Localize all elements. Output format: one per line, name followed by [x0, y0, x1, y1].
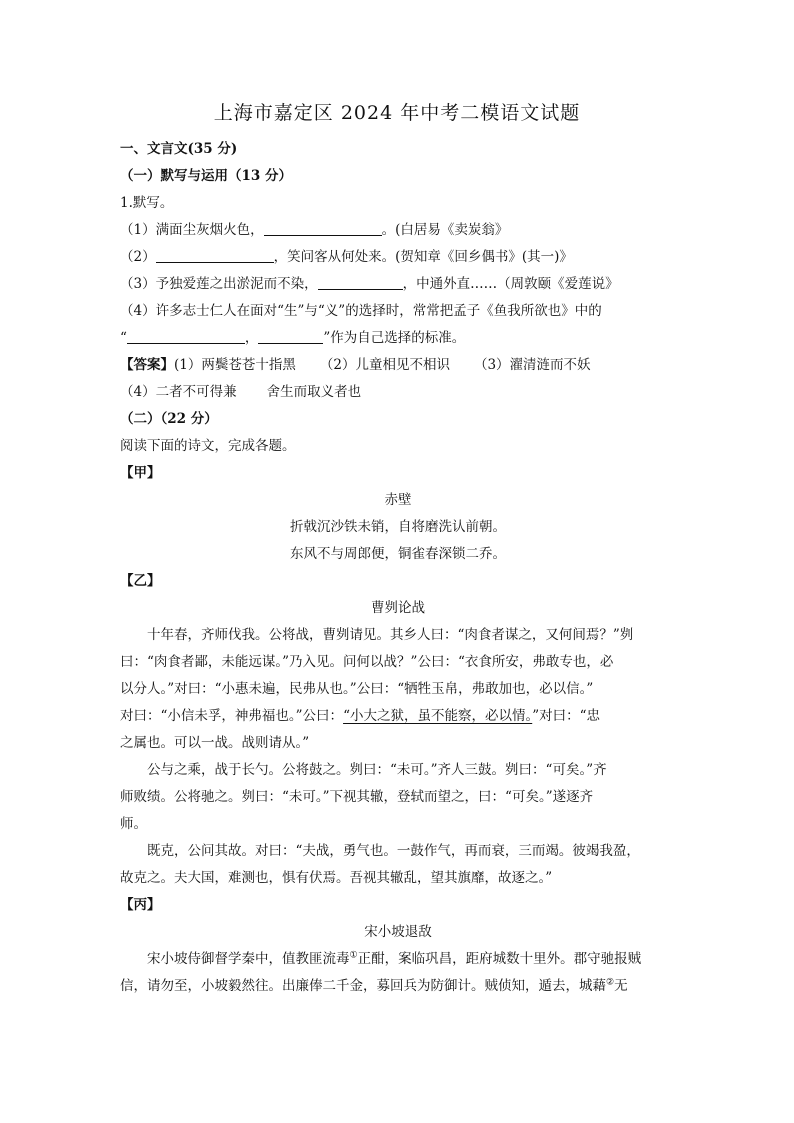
label-jia: 【甲】 [120, 465, 161, 481]
item-text: （3）予独爱莲之出淤泥而不染， [120, 276, 318, 292]
answer-label: 【答案】 [120, 357, 174, 373]
question-item-2 [120, 244, 676, 271]
part-heading: （一）默写与运用（13 分） [120, 168, 292, 184]
label-bing: 【丙】 [120, 897, 161, 913]
question-item-1 [120, 217, 676, 244]
passage-line [120, 703, 676, 730]
section-heading: 一、文言文(35 分) [120, 141, 238, 157]
question-item-4 [120, 298, 676, 325]
item-text: ”作为自己选择的标准。 [323, 330, 466, 346]
item-text: “ [120, 330, 127, 346]
passage-text: 正酣，案临巩昌，距府城数十里外。郡守驰报贼 [357, 951, 642, 967]
part-heading: （二）（22 分） [120, 411, 218, 427]
passage-text: 宋小坡侍御督学秦中，值教匪流毒 [147, 951, 350, 967]
poem-title: 赤壁 [384, 492, 412, 508]
passage-text: 信，请勿至，小坡毅然往。出廉俸二千金，募回兵为防御计。贼侦知，遁去，城藉 [120, 978, 606, 994]
answer-row [120, 352, 676, 379]
passage-line: 以分人。”对曰：“小惠未遍，民弗从也。”公曰：“牺牲玉帛，弗敢加也，必以信。” [120, 681, 594, 697]
item-text: （4）许多志士仁人在面对“生”与“义”的选择时，常常把孟子《鱼我所欲也》中的 [120, 303, 602, 319]
page-title: 上海市嘉定区 2024 年中考二模语文试题 [213, 102, 581, 124]
item-text: ，中通外直……（周敦颐《爱莲说》 [402, 276, 619, 292]
item-text: ， [244, 330, 259, 346]
answer-text: （3）濯清涟而不妖 [473, 357, 591, 373]
item-text: （1）满面尘灰烟火色， [120, 222, 264, 238]
passage-title: 曹刿论战 [371, 600, 425, 616]
question-stem: 1.默写。 [120, 195, 174, 211]
answer-blank[interactable] [318, 274, 403, 290]
item-text: （2） [120, 249, 156, 265]
question-item-4-cont [120, 325, 676, 352]
passage-title: 宋小坡退敌 [364, 924, 432, 940]
answer-blank[interactable] [156, 247, 274, 263]
document-body [120, 136, 676, 1000]
footnote-marker: ② [606, 977, 615, 988]
passage-line: 公与之乘，战于长勺。公将鼓之。刿曰：“未可。”齐人三鼓。刿曰：“可矣。”齐 [147, 762, 607, 778]
passage-line [120, 946, 676, 973]
passage-line: 师败绩。公将驰之。刿曰：“未可。”下视其辙，登轼而望之，曰：“可矣。”遂逐齐 [120, 789, 594, 805]
passage-line [120, 973, 676, 1000]
question-item-3 [120, 271, 676, 298]
answer-blank[interactable] [264, 220, 382, 236]
answer-blank[interactable] [258, 328, 323, 344]
passage-line: 既克，公问其故。对曰：“夫战，勇气也。一鼓作气，再而衰，三而竭。彼竭我盈， [147, 843, 640, 859]
answer-text: (1）两鬓苍苍十指黑 [174, 357, 296, 373]
answer-text: （4）二者不可得兼 [120, 384, 237, 400]
answer-row-2 [120, 379, 676, 406]
answer-text: （2）儿童相见不相识 [319, 357, 450, 373]
passage-line: 之属也。可以一战。战则请从。” [120, 735, 310, 751]
label-yi: 【乙】 [120, 573, 161, 589]
passage-text: 无 [614, 978, 628, 994]
passage-line: 师。 [120, 816, 147, 832]
item-text: 。(白居易《卖炭翁》 [381, 222, 509, 238]
footnote-marker: ① [349, 950, 358, 961]
passage-text: 对曰：“小信未孚，神弗福也。”公曰： [120, 708, 344, 724]
poem-line: 东风不与周郎便，铜雀春深锁二乔。 [290, 546, 506, 562]
answer-blank[interactable] [127, 328, 245, 344]
instruction: 阅读下面的诗文，完成各题。 [120, 438, 296, 454]
passage-line: 十年春，齐师伐我。公将战，曹刿请见。其乡人曰：“肉食者谋之，又何间焉？”刿 [147, 627, 634, 643]
answer-text: 舍生而取义者也 [266, 384, 362, 400]
passage-text: ”对曰：“忠 [532, 708, 601, 724]
passage-line: 故克之。夫大国，难测也，惧有伏焉。吾视其辙乱，望其旗靡，故逐之。” [120, 870, 553, 886]
item-text: ，笑问客从何处来。(贺知章《回乡偶书》(其一)》 [273, 249, 573, 265]
underlined-sentence: “小大之狱，虽不能察，必以情。 [343, 708, 533, 724]
poem-line: 折戟沉沙铁未销，自将磨洗认前朝。 [290, 519, 506, 535]
passage-line: 曰：“肉食者鄙，未能远谋。”乃入见。问何以战？”公曰：“衣食所安，弗敢专也，必 [120, 654, 614, 670]
